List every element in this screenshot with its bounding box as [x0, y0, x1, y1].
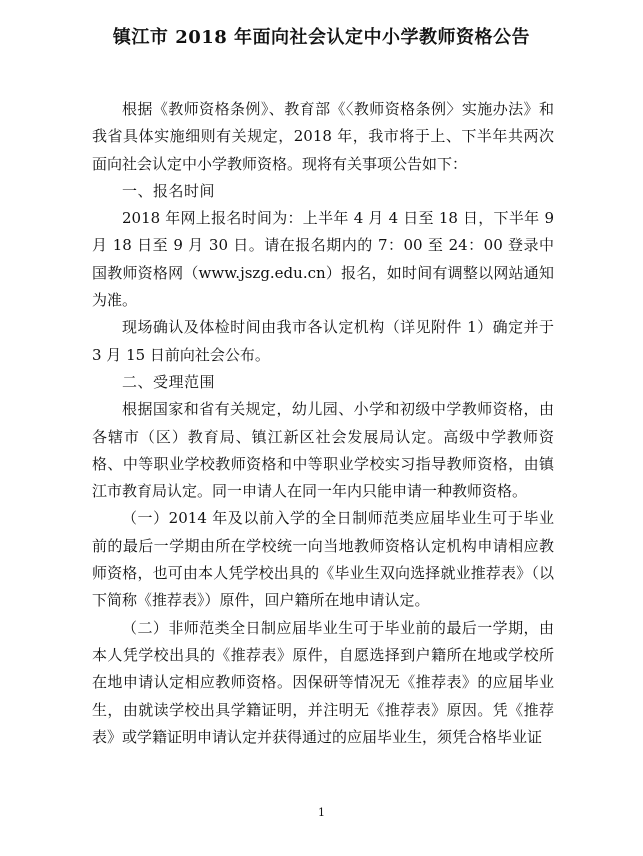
- scope-paragraph: 根据国家和省有关规定，幼儿园、小学和初级中学教师资格，由各辖市（区）教育局、镇江新区社会发展局认定。高级中学教师资格、中等职业学校教师资格和中等职业学校实习指导教师资格，由镇江市教育局认定。同一申请人在同一年内只能申请一种教师资格。: [92, 400, 554, 501]
- section-heading-scope: 二、受理范围: [122, 372, 216, 391]
- document-body: [92, 96, 554, 751]
- onsite-confirmation-paragraph: 现场确认及体检时间由我市各认定机构（详见附件 1）确定并于 3 月 15 日前向社会公布。: [92, 318, 554, 364]
- page-number: 1: [318, 806, 325, 819]
- registration-time-paragraph: 2018 年网上报名时间为：上半年 4 月 4 日至 18 日，下半年 9 月 18 日至 9 月 30 日。请在报名期内的 7：00 至 24：00 登录中国教师资格网（www.jszg.edu.cn）报名，如时间有调整以网站通知为准。: [92, 209, 554, 310]
- document-title: 镇江市 2018 年面向社会认定中小学教师资格公告: [112, 27, 531, 48]
- non-normal-graduates-paragraph: （二）非师范类全日制应届毕业生可于毕业前的最后一学期，由本人凭学校出具的《推荐表》原件，自愿选择到户籍所在地或学校所在地申请认定相应教师资格。因保研等情况无《推荐表》的应届毕业生，由就读学校出具学籍证明，并注明无《推荐表》原因。凭《推荐表》或学籍证明申请认定并获得通过的应届毕业生，须凭合格毕业证: [92, 618, 554, 746]
- intro-paragraph: 根据《教师资格条例》、教育部《〈教师资格条例〉实施办法》和我省具体实施细则有关规定，2018 年，我市将于上、下半年共两次面向社会认定中小学教师资格。现将有关事项公告如下：: [92, 100, 554, 173]
- section-heading-registration-time: 一、报名时间: [122, 181, 216, 200]
- normal-graduates-paragraph: （一）2014 年及以前入学的全日制师范类应届毕业生可于毕业前的最后一学期由所在学校统一向当地教师资格认定机构申请相应教师资格，也可由本人凭学校出具的《毕业生双向选择就业推荐表》（以下简称《推荐表》）原件，回户籍所在地申请认定。: [92, 509, 554, 610]
